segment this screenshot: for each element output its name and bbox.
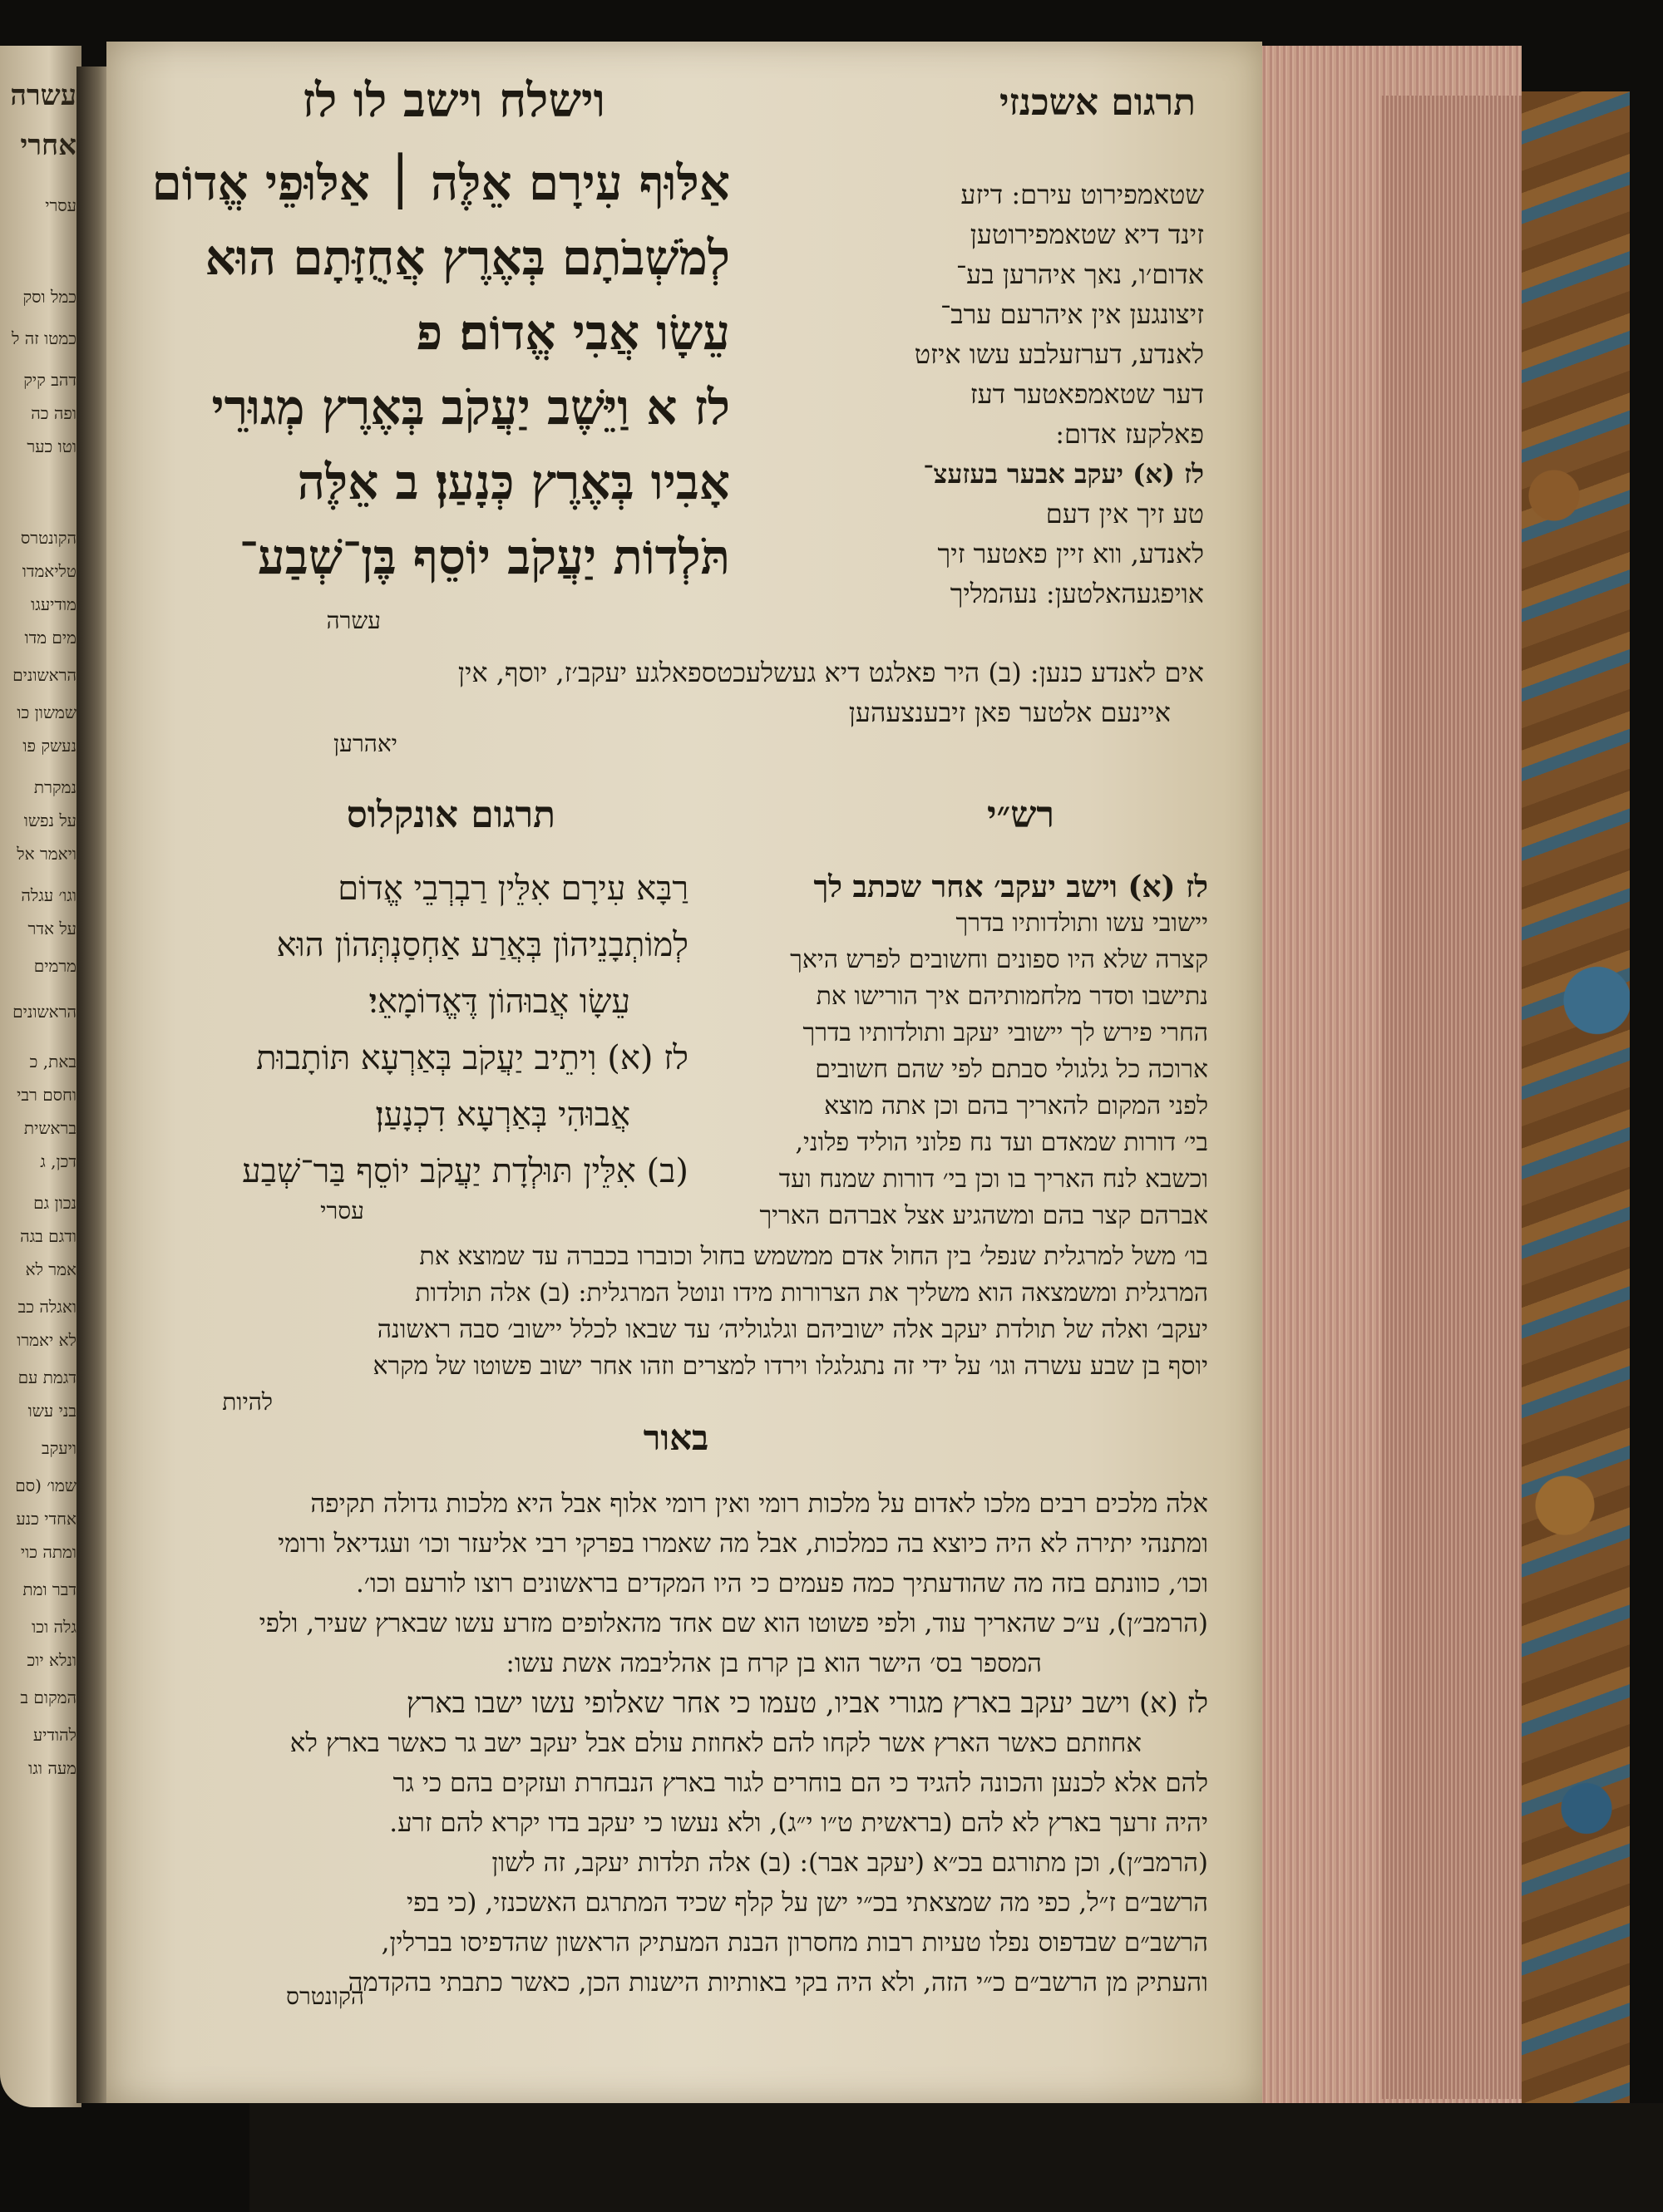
rashi-line: וכשבא לנח האריך בו וכן בי׳ דורות שמנח ועד xyxy=(778,1165,1208,1194)
left-page-fragment: נעשק פו xyxy=(22,736,76,756)
left-page-fragment: וגו׳ עגלה xyxy=(21,885,76,905)
background-bottom xyxy=(249,2103,1663,2212)
rashi-title: רש״י xyxy=(986,794,1054,836)
left-page-fragment: נמקרת xyxy=(33,777,76,797)
beur-line: אלה מלכים רבים מלכו לאדום על מלכות רומי ואין רומי אלוף אבל היא מלכות גדולה תקיפה xyxy=(310,1489,1208,1519)
targum-ashkenazi-line: לאנדע, ווא זיין פאטער זיך xyxy=(937,538,1204,569)
left-page-fragment: מים מדו xyxy=(24,628,76,648)
left-page-fragment: דהב קיק xyxy=(23,370,76,390)
beur-line: להם אלא לכנען והכונה להגיד כי הם בוחרים לגור בארץ הנבחרת ועזקים בהם כי גר xyxy=(392,1768,1208,1798)
left-page-fragment: בראשית xyxy=(23,1118,76,1138)
targum-ashkenazi-line: שטאמפירוט עירם: דיזע xyxy=(960,179,1204,210)
beur-catchword: הקונטרס xyxy=(286,1983,364,2010)
targum-ashkenazi-line: לאנדע, דערזעלבע עשו איזט xyxy=(914,338,1204,370)
beur-line: (הרמב״ן), וכן מתורגם בכ״א (יעקב אבר): (ב) אלה תלדות יעקב, זה לשון xyxy=(491,1848,1208,1878)
targum-ashkenazi-line: איינעם אלטער פאן זיבענצעהען xyxy=(848,697,1171,728)
onkelos-line: (ב) אִלֵּין תּוּלְדָת יַעֲקֹב יוֹסֵף בַּר־שְׁבַע xyxy=(242,1152,688,1190)
left-page-fragment: אחדי כנע xyxy=(16,1509,76,1529)
torah-catchword: עשרה xyxy=(326,607,381,634)
torah-line: עֵשָׂו אֲבִי אֱדוֹם׃ פ xyxy=(416,304,730,361)
targum-ashkenazi-catchword: יאהרען xyxy=(333,730,397,757)
torah-line: לְמֹשְׁבֹתָם בְּאֶרֶץ אֲחֻזָּתָם הוּא xyxy=(205,229,730,286)
targum-ashkenazi-line: זיצונגען אין איהרעם ערב־ xyxy=(940,298,1204,330)
left-page-fragment: וחסם רבי xyxy=(17,1085,76,1105)
onkelos-line: אֲבוּהִי בְּאַרְעָא דִכְנָעַן׃ xyxy=(375,1096,630,1134)
left-page-fragment: הראשונים xyxy=(12,665,76,685)
rashi-full xyxy=(136,1239,1208,1385)
left-page-fragment: גלה וכו xyxy=(32,1617,76,1637)
left-page-fragment: הראשונים xyxy=(12,1002,76,1022)
page-edges-inner xyxy=(1380,96,1522,2099)
torah-text xyxy=(115,145,730,594)
onkelos-line: עֵשָׂו אֲבוּהוֹן דֶּאֱדוֹמָאֵי׃ xyxy=(368,983,630,1021)
rashi-line: בי׳ דורות שמאדם ועד נח פלוני הוליד פלוני, xyxy=(795,1128,1208,1157)
rashi-line: יוסף בן שבע עשרה וגו׳ על ידי זה נתגלגלו וירדו למצרים וזהו אחר ישוב פשוטו של מקרא xyxy=(373,1352,1208,1381)
left-page xyxy=(0,46,81,2107)
left-page-fragment: להודיע xyxy=(32,1725,76,1745)
rashi-line: נתישבו וסדר מלחמותיהם איך הורישו את xyxy=(816,982,1208,1011)
left-page-fragment: ויעקב xyxy=(41,1438,76,1458)
left-page-fragment: הקונטרס xyxy=(20,528,76,548)
book-page xyxy=(106,42,1262,2103)
targum-ashkenazi-full xyxy=(165,653,1204,732)
left-page-fragment: ופה כה xyxy=(31,403,76,423)
targum-onkelos-column xyxy=(115,860,688,1200)
beur-line: הרשב״ם שבדפוס נפלו טעיות רבות מחסרון הבנת המעתיק הראשון שהדפיסו בברלין, xyxy=(381,1928,1208,1958)
rashi-line: יישובי עשו ותולדותיו בדרך xyxy=(955,909,1208,938)
left-page-fragment: ונלא יוכ xyxy=(27,1650,76,1670)
targum-ashkenazi-line: אדום׳ו, נאך איהרען בע־ xyxy=(955,259,1204,290)
beur-line: וכו׳, כוונתם בזה מה שהודעתיך כמה פעמים כי היו המקדים בראשונים רוצו לורעם וכו׳. xyxy=(356,1569,1208,1599)
left-page-fragment: מרמים xyxy=(33,956,76,976)
left-page-fragment: וטו כער xyxy=(27,436,76,456)
left-page-fragment: ומתה כוי xyxy=(20,1542,76,1562)
targum-ashkenazi-line: זינד דיא שטאמפירוטען xyxy=(970,219,1204,250)
rashi-line: קצרה שלא היו ספונים וחשובים לפרש היאך xyxy=(790,945,1208,974)
targum-ashkenazi-line: דער שטאמפאטער דעז xyxy=(970,378,1204,410)
torah-line: אָבִיו בְּאֶרֶץ כְּנָעַן׃ ב אֵלֶּה xyxy=(297,454,730,510)
left-page-fragment: נכון גם xyxy=(33,1193,76,1213)
rashi-line: לפני המקום להאריך בהם וכן אתה מוצא xyxy=(824,1091,1208,1121)
onkelos-line: רַבָּא עִירָם אִלֵּין רַבְרְבֵי אֱדוֹם xyxy=(338,870,688,908)
left-page-fragment: עסרי xyxy=(45,195,76,215)
beur-line: אחוזתם כאשר הארץ אשר לקחו להם לאחוזת עולם אבל יעקב ישב גר כאשר בארץ לא xyxy=(289,1728,1142,1758)
beur-line: ומתנהי יתירה לא היה כיוצא בה כמלכות, אבל מה שאמרו בפרקי רבי אליעזר וכו׳ ועגדיאל ורומי xyxy=(278,1529,1208,1559)
targum-ashkenazi-line: לז (א) יעקב אבער בעזעצ־ xyxy=(923,458,1204,490)
beur-line: הרשב״ם ז״ל, כפי מה שמצאתי בכ״י ישן על קלף שכיד המתרגם האשכנזי, (כי בפי xyxy=(406,1888,1208,1918)
torah-line: אַלּוּף עִירָם אֵלֶּה ׀ אַלּוּפֵי אֱדוֹם xyxy=(151,155,730,211)
torah-line: תֹּלְדוֹת יַעֲקֹב יוֹסֵף בֶּן־שְׁבַע־ xyxy=(239,529,730,585)
left-page-fragment: אמר לא xyxy=(25,1259,76,1279)
left-page-fragment: דכן, ג xyxy=(40,1151,76,1171)
left-page-fragment: דגמת עם xyxy=(17,1367,76,1387)
left-page-fragment: כמטו זה ל xyxy=(12,328,76,348)
torah-line: לז א וַיֵּשֶׁב יַעֲקֹב בְּאֶרֶץ מְגוּרֵי xyxy=(211,379,730,436)
left-page-fragment: מודיעגו xyxy=(31,594,76,614)
beur-line: לז (א) וישב יעקב בארץ מגורי אביו, טעמו כי אחר שאלופי עשו ישבו בארץ xyxy=(406,1687,1208,1720)
beur-section xyxy=(127,1484,1208,2003)
rashi-line: החרי פירש לך יישובי יעקב ותולדותיו בדרך xyxy=(802,1018,1208,1047)
left-page-fragment: ודגם בגה xyxy=(20,1226,76,1246)
left-page-fragment: כמל וסק xyxy=(22,287,76,307)
left-page-fragment: אחרי xyxy=(20,129,76,162)
left-page-fragment: שמו׳ (סם xyxy=(15,1475,76,1495)
left-page-fragment: שמשון כו xyxy=(17,702,76,722)
rashi-line: לז (א) וישב יעקב׳ אחר שכתב לך xyxy=(813,870,1208,904)
targum-onkelos-title: תרגום אונקלוס xyxy=(346,794,555,836)
rashi-line: המרגלית ומשמצאה הוא משליך את הצרורות מידו ונוטל המרגלית: (ב) אלה תולדות xyxy=(415,1278,1208,1308)
rashi-line: ארוכה כל גלגולי סבתם לפי שהם חשובים xyxy=(815,1055,1208,1084)
rashi-column xyxy=(693,869,1208,1234)
targum-ashkenazi-line: אויפגעהאלטען: נעהמליך xyxy=(950,578,1204,609)
beur-line: המספר בס׳ הישר הוא בן קרח בן אהליבמה אשת עשו: xyxy=(506,1648,1042,1678)
left-page-fragment: טליאמדו xyxy=(22,561,76,581)
targum-ashkenazi-line: פאלקעז אדום: xyxy=(1055,418,1204,450)
rashi-line: בו׳ משל למרגלית שנפל׳ בין החול אדם ממשמש בחול וכוברו בכברה עד שמוצא את xyxy=(419,1242,1208,1271)
targum-ashkenazi-title: תרגום אשכנזי xyxy=(999,81,1196,124)
running-title: וישלח וישב לו לז xyxy=(302,73,605,128)
left-page-fragment: מעה וגו xyxy=(28,1758,76,1778)
beur-line: והעתיק מן הרשב״ם כ״י הזה, ולא היה בקי באותיות הישנות הכן, כאשר כתבתי בהקדמה xyxy=(348,1968,1208,1998)
left-page-fragment: ויאמר אל xyxy=(17,844,76,864)
targum-ashkenazi-column xyxy=(730,175,1204,613)
left-page-fragment: דבר ומת xyxy=(22,1579,76,1599)
targum-ashkenazi-line: טע זיך אין דעם xyxy=(1045,498,1204,530)
beur-line: יהיה זרעך בארץ לא להם (בראשית ט״ו י״ג), ולא נעשו כי יעקב בדו יקרא להם זרע. xyxy=(389,1808,1208,1838)
left-page-fragment: בני עשו xyxy=(27,1401,76,1421)
left-page-fragment: המקום ב xyxy=(20,1687,76,1707)
rashi-line: יעקב׳ ואלה של תולדת יעקב אלה ישוביהם וגלגוליה׳ עד שבאו לכלל יישוב׳ סבה ראשונה xyxy=(377,1315,1208,1344)
left-page-fragment: עשרה xyxy=(10,79,76,112)
beur-line: (הרמב״ן), ע״כ שהאריך עוד, ולפי פשוטו הוא שם אחד מהאלופים מזרע עשו שבארץ שעיר, ולפי xyxy=(259,1609,1208,1638)
left-page-fragment: לא יאמרו xyxy=(17,1330,76,1350)
onkelos-line: לז (א) וִיתֵיב יַעֲקֹב בְּאַרְעָא תּוֹתָבוּת xyxy=(256,1039,688,1077)
rashi-line: אברהם קצר בהם ומשהגיע אצל אברהם האריך xyxy=(759,1201,1208,1230)
rashi-catchword: להיות xyxy=(222,1388,273,1416)
left-page-fragment: ואגלה כב xyxy=(17,1297,76,1317)
left-page-fragment: על נפשו xyxy=(23,810,76,830)
left-page-fragment: באת, כ xyxy=(29,1052,76,1072)
onkelos-line: לְמוֹתְבָנֵיהוֹן בְּאֲרַע אַחְסַנְתְּהוֹן הוּא xyxy=(276,926,688,964)
targum-ashkenazi-line: אים לאנדע כנען: (ב) היר פאלגט דיא געשלעכטספאלגע יעקב׳ז, יוסף, אין xyxy=(457,657,1204,688)
marbled-cover xyxy=(1522,91,1630,2111)
onkelos-catchword: עסרי xyxy=(320,1197,364,1224)
beur-title: באור xyxy=(643,1417,709,1458)
left-page-fragment: על אדר xyxy=(27,919,76,938)
